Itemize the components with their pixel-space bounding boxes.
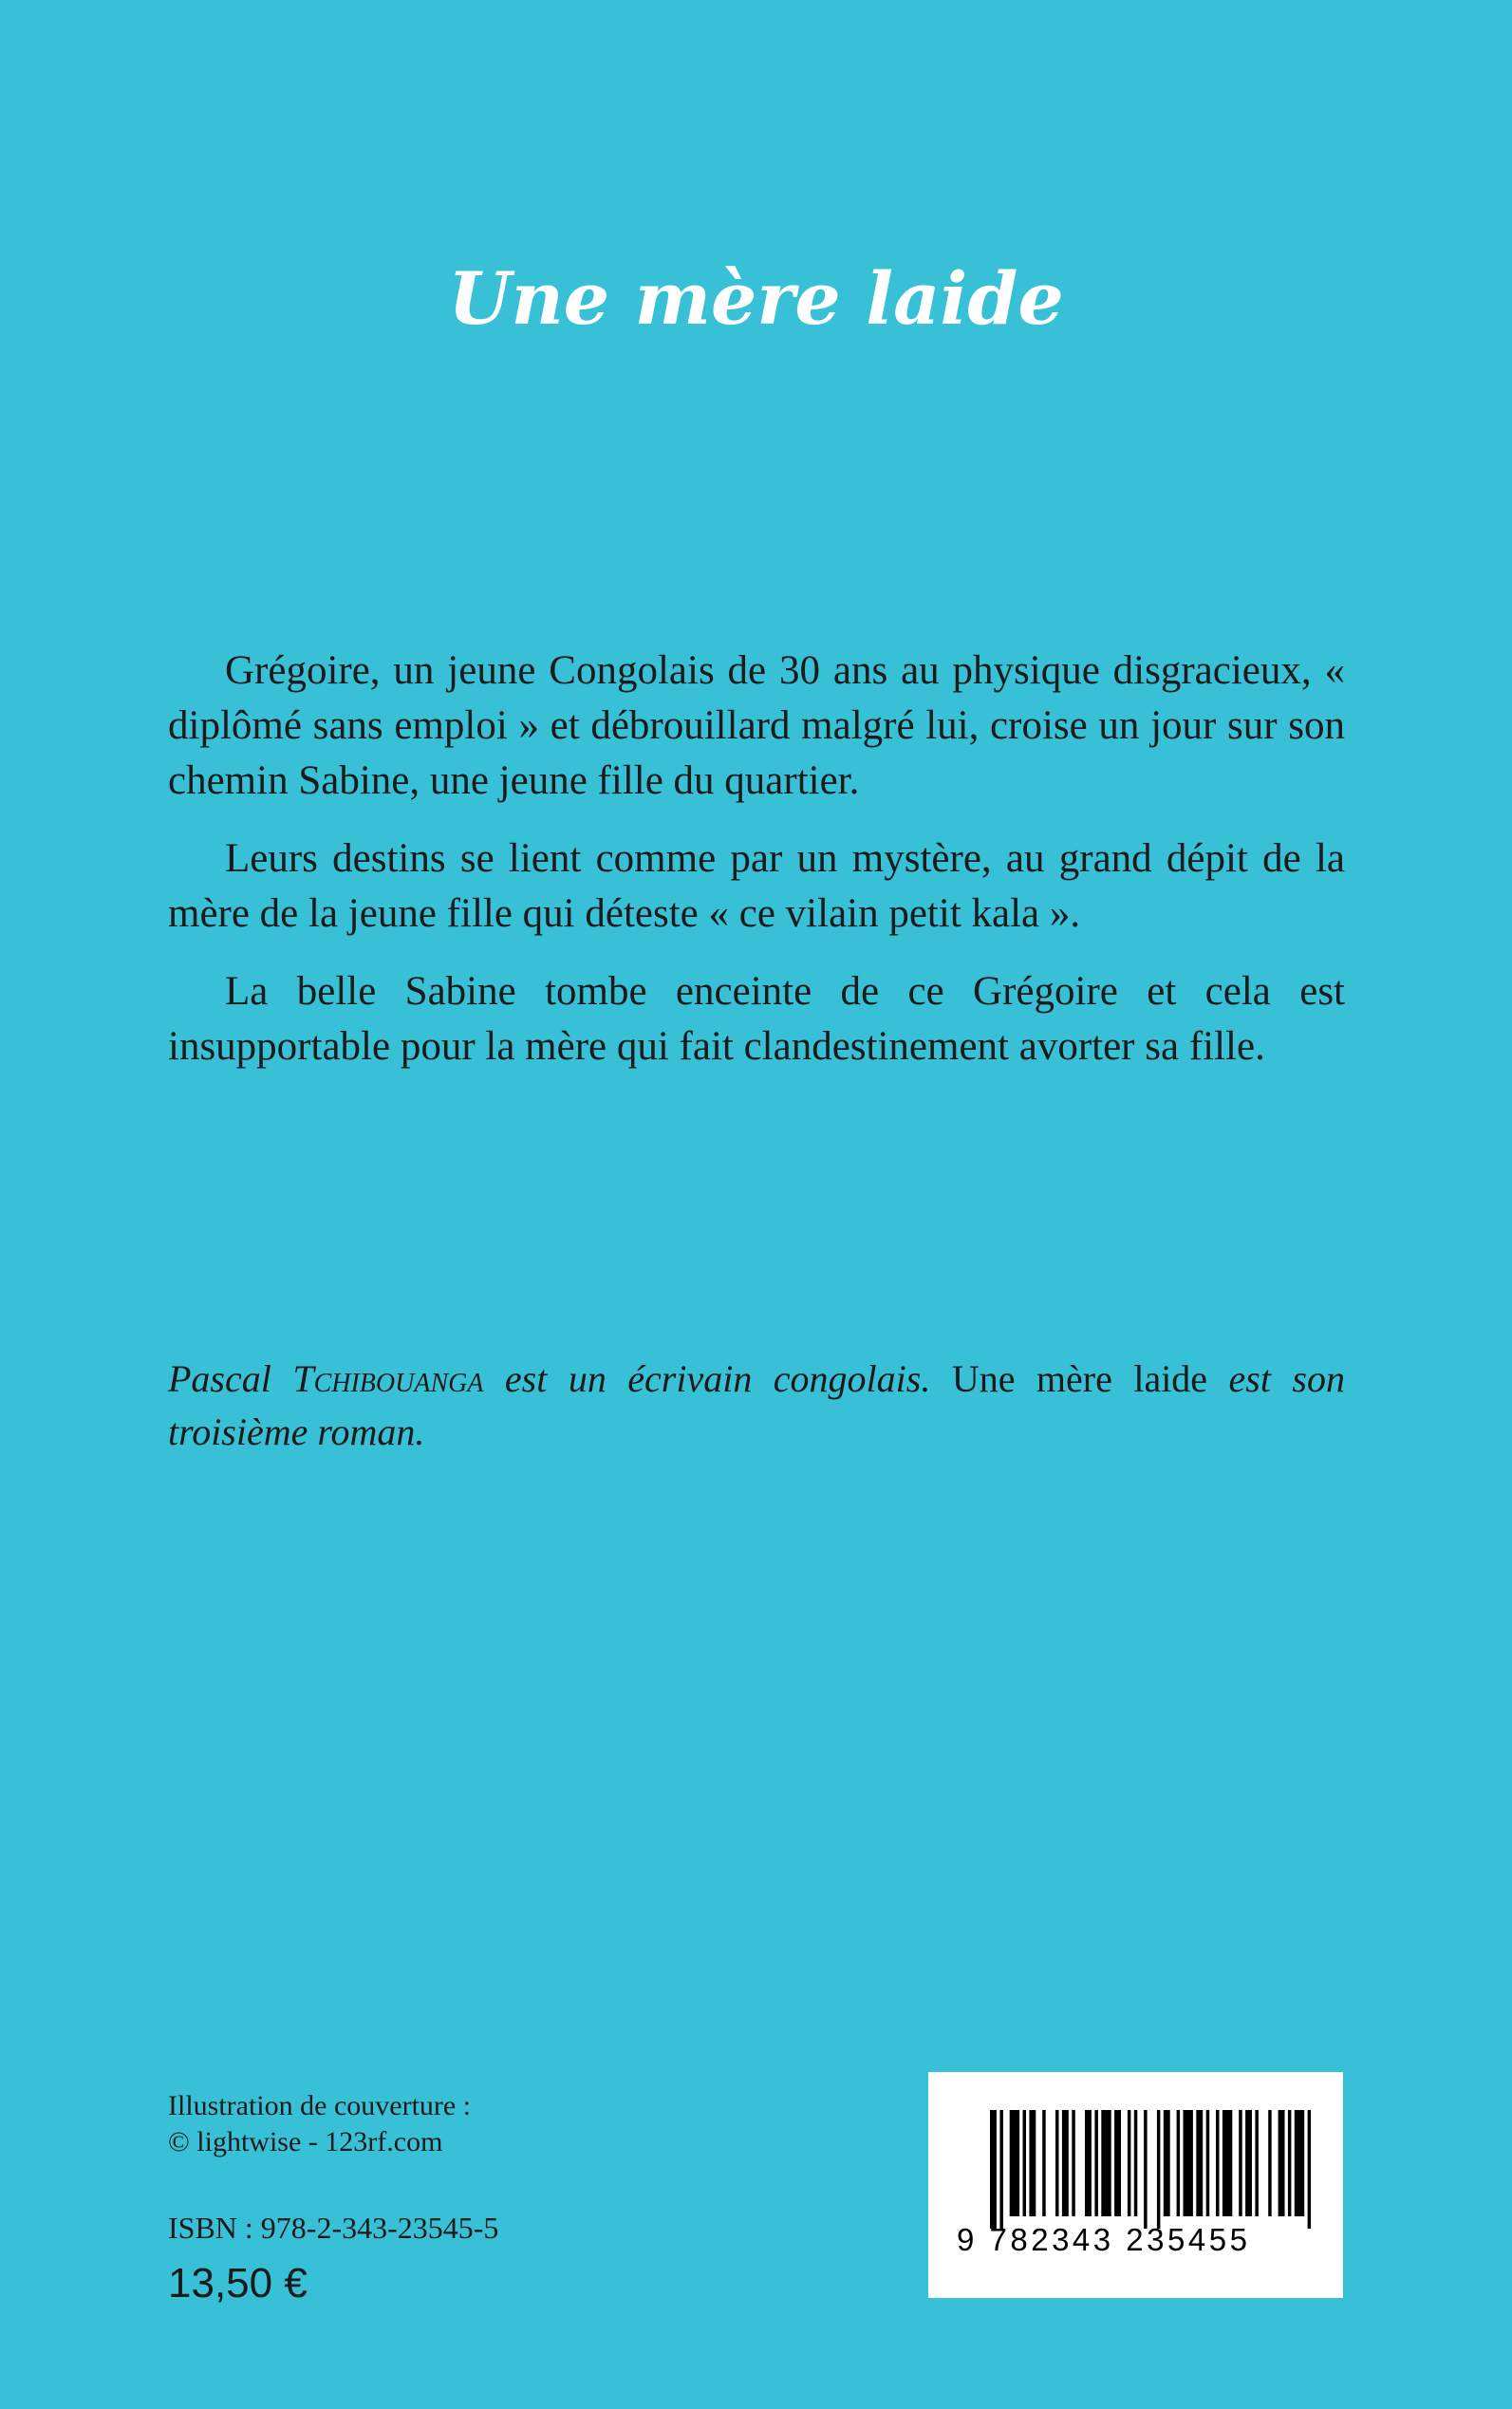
barcode xyxy=(928,2072,1343,2298)
price: 13,50 € xyxy=(168,2260,308,2306)
barcode-bar xyxy=(1072,2110,1075,2216)
barcode-bar xyxy=(1196,2110,1203,2216)
barcode-bar xyxy=(999,2110,1003,2229)
barcode-bar xyxy=(1206,2110,1210,2216)
barcode-bar xyxy=(1268,2110,1272,2216)
barcode-bar xyxy=(1128,2110,1131,2216)
blurb xyxy=(168,644,1345,1097)
author-bio xyxy=(168,1353,1345,1459)
barcode-bar xyxy=(1184,2110,1193,2216)
illustration-credit xyxy=(168,2088,471,2160)
blurb-paragraph-2: Leurs destins se lient comme par un mystère, au grand dépit de la mère de la jeune fille qui déteste « ce vilain petit kala ». xyxy=(168,836,1345,936)
barcode-bar xyxy=(1062,2110,1069,2216)
barcode-bar xyxy=(1085,2110,1092,2216)
barcode-bars xyxy=(928,2072,1343,2298)
barcode-bar xyxy=(1295,2110,1304,2216)
isbn: ISBN : 978-2-343-23545-5 xyxy=(168,2211,499,2245)
barcode-bar xyxy=(1164,2110,1170,2216)
barcode-digits: 9 782343 235455 xyxy=(957,2222,1251,2257)
bio-text-1: est un écrivain congolais. xyxy=(483,1357,931,1400)
author-last-name: Tchibouanga xyxy=(292,1357,484,1400)
barcode-bar xyxy=(1144,2110,1148,2229)
credit-line-1: Illustration de couverture : xyxy=(168,2090,472,2121)
barcode-bar xyxy=(1010,2110,1019,2216)
blurb-paragraph-1: Grégoire, un jeune Congolais de 30 ans au physique disgracieux, « diplômé sans emploi » et débrouillard malgré lui, croise un jour sur son chemin Sabine, une jeune fille du quartier. xyxy=(168,648,1345,803)
barcode-bar xyxy=(1288,2110,1292,2216)
barcode-bar xyxy=(1134,2110,1138,2216)
barcode-bar xyxy=(1114,2110,1121,2216)
blurb-paragraph-3: La belle Sabine tombe enceinte de ce Grégoire et cela est insupportable pour la mère qui fait clandestinement avorter sa fille. xyxy=(168,969,1345,1069)
barcode-bar xyxy=(1055,2110,1059,2216)
barcode-bar xyxy=(1094,2110,1098,2216)
barcode-bar xyxy=(1023,2110,1027,2216)
barcode-bar xyxy=(1308,2110,1312,2229)
barcode-bar xyxy=(1042,2110,1046,2216)
credit-line-2: © lightwise - 123rf.com xyxy=(168,2126,443,2157)
barcode-bar xyxy=(1157,2110,1161,2229)
barcode-bar xyxy=(1279,2110,1285,2216)
bio-book-ref: Une mère laide xyxy=(930,1357,1229,1400)
barcode-bar xyxy=(1223,2110,1232,2216)
barcode-bar xyxy=(1239,2110,1242,2216)
bio-text-2: est son troisième roman. xyxy=(168,1357,1345,1453)
barcode-bar xyxy=(1216,2110,1220,2216)
barcode-bar xyxy=(1245,2110,1252,2216)
book-title: Une mère laide xyxy=(448,256,1064,341)
barcode-bar xyxy=(1029,2110,1036,2216)
barcode-bar xyxy=(1255,2110,1259,2216)
barcode-bar xyxy=(1177,2110,1181,2216)
barcode-bar xyxy=(990,2110,997,2229)
barcode-bar xyxy=(1101,2110,1111,2216)
author-first-name: Pascal xyxy=(168,1357,293,1400)
